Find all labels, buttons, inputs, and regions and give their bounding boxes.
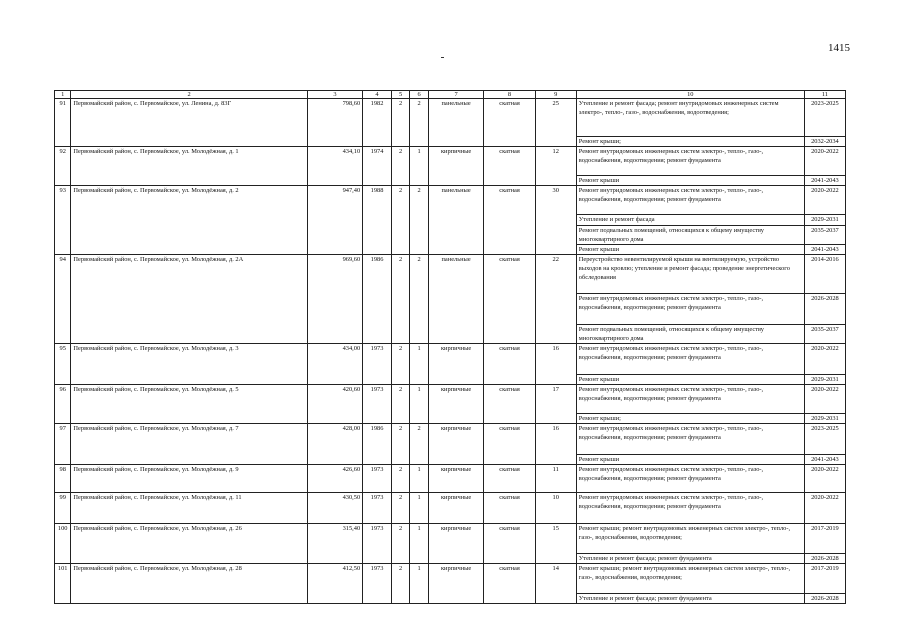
period-cell: 2017-2019 [804, 564, 845, 594]
table-row [55, 493, 846, 524]
work-type-cell: Утепление и ремонт фасада; ремонт фундамента [576, 594, 804, 604]
apartments-cell: 16 [535, 424, 576, 465]
address-cell: Первомайский район, с. Первомайское, ул. Молодёжная, д. 26 [71, 524, 307, 564]
floors-cell: 2 [391, 465, 409, 493]
column-header-5: 5 [391, 91, 409, 99]
period-cell: 2014-2016 [804, 255, 845, 294]
roof-cell: скатная [484, 465, 535, 493]
year-cell: 1973 [363, 465, 392, 493]
entrances-cell: 1 [410, 564, 428, 604]
period-cell: 2020-2022 [804, 385, 845, 414]
period-cell: 2035-2037 [804, 226, 845, 245]
apartments-cell: 25 [535, 99, 576, 147]
period-cell: 2035-2037 [804, 325, 845, 344]
table-row [55, 564, 846, 594]
period-cell: 2020-2022 [804, 465, 845, 493]
period-cell: 2017-2019 [804, 524, 845, 554]
row-number: 99 [55, 493, 71, 524]
area-cell: 798,60 [307, 99, 362, 147]
period-cell: 2029-2031 [804, 375, 845, 385]
area-cell: 947,40 [307, 186, 362, 255]
row-number: 95 [55, 344, 71, 385]
period-cell: 2020-2022 [804, 493, 845, 524]
table-row [55, 255, 846, 294]
row-number: 93 [55, 186, 71, 255]
row-number: 91 [55, 99, 71, 147]
address-cell: Первомайский район, с. Первомайское, ул. Молодёжная, д. 28 [71, 564, 307, 604]
scan-artifact [441, 57, 444, 58]
area-cell: 412,50 [307, 564, 362, 604]
year-cell: 1986 [363, 424, 392, 465]
row-number: 97 [55, 424, 71, 465]
roof-cell: скатная [484, 186, 535, 255]
address-cell: Первомайский район, с. Первомайское, ул. Молодёжная, д. 11 [71, 493, 307, 524]
period-cell: 2032-2034 [804, 137, 845, 147]
entrances-cell: 1 [410, 147, 428, 186]
work-type-cell: Ремонт подвальных помещений, относящихся к общему имуществу многоквартирного дома [576, 325, 804, 344]
work-type-cell: Ремонт внутридомовых инженерных систем электро-, тепло-, газо-, водоснабжения, водоотведения; ремонт фундамента [576, 344, 804, 375]
roof-cell: скатная [484, 344, 535, 385]
floors-cell: 2 [391, 424, 409, 465]
column-header-6: 6 [410, 91, 428, 99]
address-cell: Первомайский район, с. Первомайское, ул. Молодёжная, д. 5 [71, 385, 307, 424]
work-type-cell: Ремонт внутридомовых инженерных систем электро-, тепло-, газо-, водоснабжения, водоотведения; ремонт фундамента [576, 186, 804, 215]
period-cell: 2026-2028 [804, 594, 845, 604]
work-type-cell: Ремонт крыши [576, 455, 804, 465]
roof-cell: скатная [484, 564, 535, 604]
apartments-cell: 16 [535, 344, 576, 385]
work-type-cell: Ремонт внутридомовых инженерных систем электро-, тепло-, газо-, водоснабжения, водоотведения; ремонт фундамента [576, 424, 804, 455]
column-header-9: 9 [535, 91, 576, 99]
table-row [55, 524, 846, 554]
work-type-cell: Ремонт внутридомовых инженерных систем электро-, тепло-, газо-, водоснабжения, водоотведения; ремонт фундамента [576, 493, 804, 524]
entrances-cell: 2 [410, 424, 428, 465]
year-cell: 1982 [363, 99, 392, 147]
walls-cell: кирпичные [428, 465, 483, 493]
area-cell: 426,60 [307, 465, 362, 493]
period-cell: 2020-2022 [804, 344, 845, 375]
area-cell: 434,00 [307, 344, 362, 385]
entrances-cell: 1 [410, 465, 428, 493]
roof-cell: скатная [484, 385, 535, 424]
floors-cell: 2 [391, 385, 409, 424]
work-type-cell: Утепление и ремонт фасада; ремонт фундамента [576, 554, 804, 564]
address-cell: Первомайский район, с. Первомайское, ул. Ленина, д. 83Г [71, 99, 307, 147]
row-number: 92 [55, 147, 71, 186]
walls-cell: кирпичные [428, 564, 483, 604]
capital-repair-table [54, 90, 846, 604]
column-header-1: 1 [55, 91, 71, 99]
period-cell: 2023-2025 [804, 424, 845, 455]
table-row [55, 465, 846, 493]
work-type-cell: Ремонт крыши [576, 375, 804, 385]
address-cell: Первомайский район, с. Первомайское, ул. Молодёжная, д. 2 [71, 186, 307, 255]
work-type-cell: Ремонт крыши; ремонт внутридомовых инженерных систем электро-, тепло-, газо-, водоснабжения, водоотведения; [576, 564, 804, 594]
period-cell: 2029-2031 [804, 215, 845, 226]
area-cell: 420,60 [307, 385, 362, 424]
row-number: 94 [55, 255, 71, 344]
year-cell: 1973 [363, 524, 392, 564]
period-cell: 2023-2025 [804, 99, 845, 137]
entrances-cell: 1 [410, 524, 428, 564]
year-cell: 1988 [363, 186, 392, 255]
entrances-cell: 1 [410, 385, 428, 424]
page-number: 1415 [828, 42, 850, 54]
walls-cell: панельные [428, 99, 483, 147]
table-row [55, 424, 846, 455]
column-header-2: 2 [71, 91, 307, 99]
roof-cell: скатная [484, 524, 535, 564]
row-number: 100 [55, 524, 71, 564]
row-number: 96 [55, 385, 71, 424]
work-type-cell: Ремонт крыши; [576, 137, 804, 147]
work-type-cell: Утепление и ремонт фасада [576, 215, 804, 226]
floors-cell: 2 [391, 99, 409, 147]
area-cell: 969,60 [307, 255, 362, 344]
work-type-cell: Переустройство невентилируемой крыши на вентилируемую, устройство выходов на кровлю; утепление и ремонт фасада; проведение энергетического обследования [576, 255, 804, 294]
roof-cell: скатная [484, 255, 535, 344]
period-cell: 2020-2022 [804, 186, 845, 215]
work-type-cell: Ремонт внутридомовых инженерных систем электро-, тепло-, газо-, водоснабжения, водоотведения; ремонт фундамента [576, 294, 804, 325]
column-number-row [55, 91, 846, 99]
roof-cell: скатная [484, 147, 535, 186]
work-type-cell: Ремонт подвальных помещений, относящихся к общему имуществу многоквартирного дома [576, 226, 804, 245]
walls-cell: кирпичные [428, 344, 483, 385]
table-row [55, 147, 846, 176]
apartments-cell: 15 [535, 524, 576, 564]
area-cell: 315,40 [307, 524, 362, 564]
apartments-cell: 22 [535, 255, 576, 344]
work-type-cell: Ремонт крыши [576, 245, 804, 255]
column-header-11: 11 [804, 91, 845, 99]
work-type-cell: Ремонт крыши [576, 176, 804, 186]
address-cell: Первомайский район, с. Первомайское, ул. Молодёжная, д. 2А [71, 255, 307, 344]
apartments-cell: 11 [535, 465, 576, 493]
period-cell: 2041-2043 [804, 245, 845, 255]
entrances-cell: 2 [410, 255, 428, 344]
year-cell: 1973 [363, 385, 392, 424]
entrances-cell: 1 [410, 493, 428, 524]
period-cell: 2041-2043 [804, 455, 845, 465]
area-cell: 430,50 [307, 493, 362, 524]
address-cell: Первомайский район, с. Первомайское, ул. Молодёжная, д. 9 [71, 465, 307, 493]
table-row [55, 99, 846, 137]
floors-cell: 2 [391, 147, 409, 186]
period-cell: 2041-2043 [804, 176, 845, 186]
area-cell: 428,00 [307, 424, 362, 465]
apartments-cell: 17 [535, 385, 576, 424]
column-header-3: 3 [307, 91, 362, 99]
work-type-cell: Ремонт крыши; [576, 414, 804, 424]
walls-cell: панельные [428, 255, 483, 344]
table-row [55, 344, 846, 375]
period-cell: 2029-2031 [804, 414, 845, 424]
year-cell: 1973 [363, 564, 392, 604]
roof-cell: скатная [484, 424, 535, 465]
year-cell: 1973 [363, 344, 392, 385]
walls-cell: кирпичные [428, 524, 483, 564]
floors-cell: 2 [391, 255, 409, 344]
column-header-4: 4 [363, 91, 392, 99]
column-header-7: 7 [428, 91, 483, 99]
year-cell: 1973 [363, 493, 392, 524]
roof-cell: скатная [484, 493, 535, 524]
period-cell: 2026-2028 [804, 554, 845, 564]
column-header-10: 10 [576, 91, 804, 99]
work-type-cell: Ремонт внутридомовых инженерных систем электро-, тепло-, газо-, водоснабжения, водоотведения; ремонт фундамента [576, 147, 804, 176]
walls-cell: кирпичные [428, 493, 483, 524]
row-number: 101 [55, 564, 71, 604]
table-row [55, 385, 846, 414]
work-type-cell: Ремонт крыши; ремонт внутридомовых инженерных систем электро-, тепло-, газо-, водоснабжения, водоотведения; [576, 524, 804, 554]
work-type-cell: Ремонт внутридомовых инженерных систем электро-, тепло-, газо-, водоснабжения, водоотведения; ремонт фундамента [576, 385, 804, 414]
walls-cell: панельные [428, 186, 483, 255]
column-header-8: 8 [484, 91, 535, 99]
apartments-cell: 10 [535, 493, 576, 524]
row-number: 98 [55, 465, 71, 493]
entrances-cell: 1 [410, 344, 428, 385]
work-type-cell: Ремонт внутридомовых инженерных систем электро-, тепло-, газо-, водоснабжения, водоотведения; ремонт фундамента [576, 465, 804, 493]
floors-cell: 2 [391, 564, 409, 604]
entrances-cell: 2 [410, 99, 428, 147]
period-cell: 2020-2022 [804, 147, 845, 176]
entrances-cell: 2 [410, 186, 428, 255]
apartments-cell: 14 [535, 564, 576, 604]
apartments-cell: 30 [535, 186, 576, 255]
floors-cell: 2 [391, 344, 409, 385]
floors-cell: 2 [391, 186, 409, 255]
floors-cell: 2 [391, 493, 409, 524]
address-cell: Первомайский район, с. Первомайское, ул. Молодёжная, д. 3 [71, 344, 307, 385]
address-cell: Первомайский район, с. Первомайское, ул. Молодёжная, д. 1 [71, 147, 307, 186]
walls-cell: кирпичные [428, 147, 483, 186]
apartments-cell: 12 [535, 147, 576, 186]
floors-cell: 2 [391, 524, 409, 564]
work-type-cell: Утепление и ремонт фасада; ремонт внутридомовых инженерных систем электро-, тепло-, газо-, водоснабжения, водоотведения; [576, 99, 804, 137]
period-cell: 2026-2028 [804, 294, 845, 325]
roof-cell: скатная [484, 99, 535, 147]
walls-cell: кирпичные [428, 424, 483, 465]
walls-cell: кирпичные [428, 385, 483, 424]
year-cell: 1974 [363, 147, 392, 186]
table-body [55, 99, 846, 604]
table-row [55, 186, 846, 215]
year-cell: 1986 [363, 255, 392, 344]
address-cell: Первомайский район, с. Первомайское, ул. Молодёжная, д. 7 [71, 424, 307, 465]
area-cell: 434,10 [307, 147, 362, 186]
